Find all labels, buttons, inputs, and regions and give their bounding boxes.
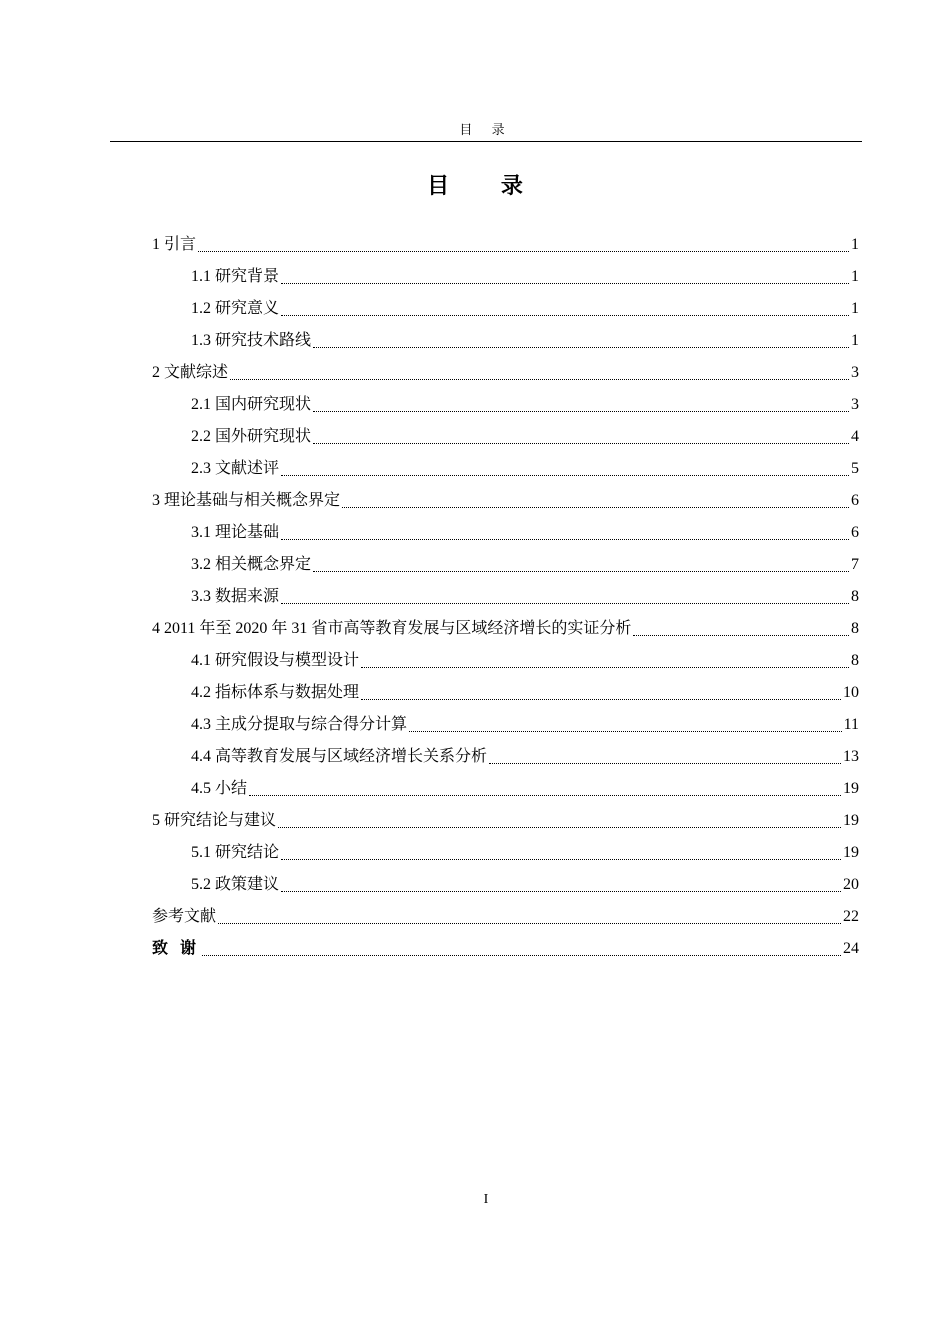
toc-entry-label: 5.1 研究结论 — [191, 844, 280, 861]
toc-entry[interactable] — [0, 677, 950, 709]
toc-dot-leader — [313, 411, 849, 412]
toc-entry-label: 2.3 文献述评 — [191, 460, 280, 477]
toc-entry[interactable] — [0, 453, 950, 485]
toc-entry[interactable] — [0, 325, 950, 357]
toc-entry-label: 1.1 研究背景 — [191, 268, 280, 285]
toc-entry-page: 11 — [843, 716, 859, 733]
toc-dot-leader — [633, 635, 849, 636]
toc-entry-label: 致 谢 — [152, 940, 201, 957]
toc-entry[interactable] — [0, 229, 950, 261]
toc-dot-leader — [361, 667, 849, 668]
toc-dot-leader — [202, 955, 841, 956]
toc-dot-leader — [281, 859, 841, 860]
toc-entry-label: 3.1 理论基础 — [191, 524, 280, 541]
toc-entry-page: 1 — [851, 300, 859, 317]
toc-entry-label: 2.2 国外研究现状 — [191, 428, 312, 445]
toc-dot-leader — [361, 699, 841, 700]
toc-dot-leader — [249, 795, 841, 796]
toc-entry-page: 22 — [843, 908, 859, 925]
toc-entry[interactable] — [0, 773, 950, 805]
toc-entry-page: 3 — [851, 364, 859, 381]
toc-entry-page: 4 — [851, 428, 859, 445]
toc-entry-page: 8 — [851, 620, 859, 637]
toc-entry-page: 13 — [843, 748, 859, 765]
toc-entry-page: 6 — [851, 524, 859, 541]
toc-entry-label: 参考文献 — [152, 908, 217, 925]
toc-entry-label: 1.2 研究意义 — [191, 300, 280, 317]
toc-entry-label: 1.3 研究技术路线 — [191, 332, 312, 349]
toc-dot-leader — [342, 507, 849, 508]
toc-entry-label: 4.5 小结 — [191, 780, 248, 797]
toc-entry[interactable] — [0, 645, 950, 677]
toc-entry-page: 7 — [851, 556, 859, 573]
toc-entry[interactable] — [0, 389, 950, 421]
toc-entry-page: 1 — [851, 332, 859, 349]
toc-entry[interactable] — [0, 293, 950, 325]
toc-entry-label: 4.3 主成分提取与综合得分计算 — [191, 716, 408, 733]
toc-entry-label: 4.2 指标体系与数据处理 — [191, 684, 360, 701]
toc-entry[interactable] — [0, 517, 950, 549]
toc-dot-leader — [198, 251, 849, 252]
toc-entry-page: 1 — [851, 268, 859, 285]
toc-dot-leader — [281, 283, 849, 284]
toc-dot-leader — [281, 539, 849, 540]
toc-entry[interactable] — [0, 933, 950, 965]
toc-entry-label: 2.1 国内研究现状 — [191, 396, 312, 413]
toc-entry[interactable] — [0, 741, 950, 773]
toc-entry-label: 4 2011 年至 2020 年 31 省市高等教育发展与区域经济增长的实证分析 — [152, 620, 632, 637]
toc-dot-leader — [313, 571, 849, 572]
toc-entry[interactable] — [0, 485, 950, 517]
toc-dot-leader — [281, 603, 849, 604]
toc-entry-label: 3.3 数据来源 — [191, 588, 280, 605]
toc-entry[interactable] — [0, 709, 950, 741]
page-number: I — [483, 1192, 489, 1207]
toc-entry[interactable] — [0, 869, 950, 901]
toc-entry-page: 24 — [843, 940, 859, 957]
toc-dot-leader — [218, 923, 841, 924]
toc-entry-page: 19 — [843, 812, 859, 829]
toc-dot-leader — [230, 379, 849, 380]
toc-dot-leader — [281, 891, 841, 892]
toc-entry[interactable] — [0, 549, 950, 581]
toc-entry-label: 1 引言 — [152, 236, 197, 253]
toc-entry-label: 2 文献综述 — [152, 364, 229, 381]
toc-entry[interactable] — [0, 261, 950, 293]
toc-dot-leader — [281, 475, 849, 476]
toc-entry-label: 5.2 政策建议 — [191, 876, 280, 893]
toc-entry-page: 10 — [843, 684, 859, 701]
toc-entry[interactable] — [0, 837, 950, 869]
toc-entry-page: 1 — [851, 236, 859, 253]
toc-entry-page: 8 — [851, 588, 859, 605]
toc-entry-label: 3.2 相关概念界定 — [191, 556, 312, 573]
toc-entry[interactable] — [0, 581, 950, 613]
toc-dot-leader — [313, 443, 849, 444]
toc-dot-leader — [278, 827, 841, 828]
toc-entry-page: 6 — [851, 492, 859, 509]
toc-entry-page: 3 — [851, 396, 859, 413]
toc-entry-page: 8 — [851, 652, 859, 669]
toc-entry-label: 4.1 研究假设与模型设计 — [191, 652, 360, 669]
toc-dot-leader — [489, 763, 841, 764]
toc-entry[interactable] — [0, 901, 950, 933]
toc-entry-label: 5 研究结论与建议 — [152, 812, 277, 829]
toc-entry-label: 4.4 高等教育发展与区域经济增长关系分析 — [191, 748, 488, 765]
toc-entry-page: 20 — [843, 876, 859, 893]
toc-entry-label: 3 理论基础与相关概念界定 — [152, 492, 341, 509]
toc-entry[interactable] — [0, 421, 950, 453]
toc-entry[interactable] — [0, 805, 950, 837]
toc-entry[interactable] — [0, 357, 950, 389]
toc-dot-leader — [409, 731, 842, 732]
toc-entry-page: 19 — [843, 780, 859, 797]
toc-title: 目 录 — [427, 174, 545, 199]
running-header: 目 录 — [459, 122, 513, 137]
header-rule — [110, 141, 862, 142]
toc-entry[interactable] — [0, 613, 950, 645]
toc-dot-leader — [281, 315, 849, 316]
toc-entry-page: 5 — [851, 460, 859, 477]
toc-dot-leader — [313, 347, 849, 348]
toc-entry-page: 19 — [843, 844, 859, 861]
